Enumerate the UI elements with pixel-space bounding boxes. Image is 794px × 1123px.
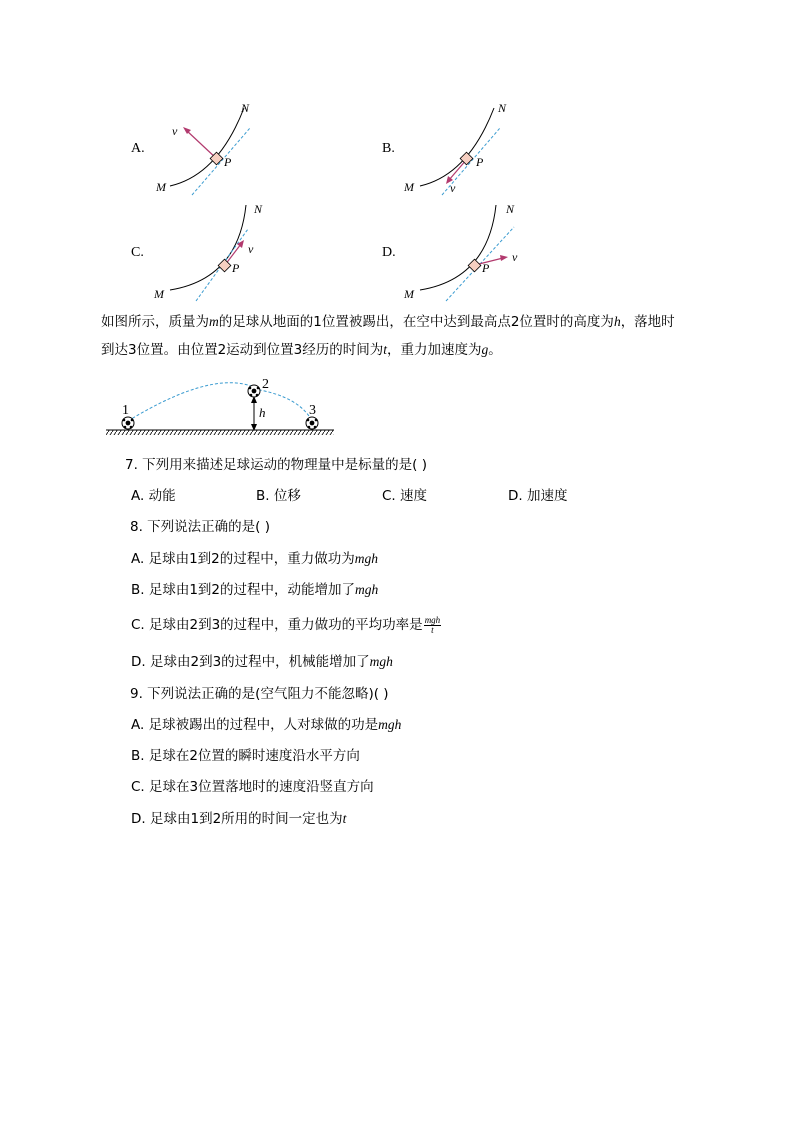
option-a-diagram [150,95,270,200]
block-p [460,152,473,165]
curve-mn [420,108,494,186]
q9-option-c: C. 足球在3位置落地时的速度沿竖直方向 [131,779,374,795]
label-v: v [172,124,178,138]
svg-text:M: M [404,180,414,194]
q8-option-d: D. 足球由2到3的过程中，机械能增加了mgh [131,654,393,670]
ground-hatch [106,430,334,435]
block-p [218,259,231,272]
option-c-diagram [150,199,270,304]
option-c-label: C. [131,245,144,260]
svg-text:v: v [248,242,254,256]
q8-option-b: B. 足球由1到2的过程中，动能增加了mgh [131,582,379,598]
ball-1 [122,417,134,429]
label-m: M [156,180,166,194]
svg-text:P: P [476,155,484,169]
q9-option-d: D. 足球由1到2所用的时间一定也为t [131,811,347,827]
tangent-line [192,128,250,195]
svg-text:v: v [512,250,518,264]
q7-option-a: A. 动能 [131,488,176,504]
option-d-label: D. [382,245,396,260]
q7-option-d: D. 加速度 [508,488,568,504]
svg-text:v: v [450,181,456,195]
fraction-mgh-over-t: $\frac{\text{mgh}}{t}$ [424,614,441,635]
q9-stem: 9. 下列说法正确的是(空气阻力不能忽略)( ) [130,686,389,702]
q9-option-b: B. 足球在2位置的瞬时速度沿水平方向 [131,748,360,764]
svg-text:P: P [232,261,240,275]
q7-option-b: B. 位移 [256,488,301,504]
q8-option-c: C. 足球由2到3的过程中，重力做功的平均功率是 $\frac{\text{mgh}}{t}$ [131,614,441,635]
q7-option-c: C. 速度 [382,488,428,504]
label-n: N [241,101,250,115]
intro-line-1: 如图所示，质量为m的足球从地面的1位置被踢出，在空中达到最高点2位置时的高度为h，落地时 [101,314,675,330]
svg-text:M: M [404,287,414,301]
q7-stem: 7. 下列用来描述足球运动的物理量中是标量的是( ) [125,457,427,473]
label-1: 1 [122,403,129,418]
option-a-label: A. [131,141,145,156]
trajectory-path [128,383,312,421]
q9-option-a: A. 足球被踢出的过程中，人对球做的功是mgh [131,717,402,733]
intro-line-2: 到达3位置。由位置2运动到位置3经历的时间为t，重力加速度为g。 [101,342,502,358]
svg-text:N: N [254,202,263,216]
ball-3 [306,417,318,429]
option-d-diagram [400,199,530,304]
svg-text:N: N [498,101,507,115]
option-b-diagram [400,95,520,200]
block-p [468,259,481,272]
curve-mn [170,108,244,186]
ball-2 [248,385,260,397]
svg-text:N: N [506,202,515,216]
q8-stem: 8. 下列说法正确的是( ) [130,519,270,535]
curve-mn [420,205,496,290]
label-p: P [224,155,232,169]
label-2: 2 [262,377,269,392]
label-3: 3 [309,403,316,418]
svg-text:P: P [482,261,490,275]
svg-text:M: M [154,287,164,301]
label-h: h [259,405,266,420]
q8-option-a: A. 足球由1到2的过程中，重力做功为mgh [131,551,379,567]
velocity-arrow [186,130,217,159]
trajectory-figure [100,372,340,442]
option-b-label: B. [382,141,395,156]
